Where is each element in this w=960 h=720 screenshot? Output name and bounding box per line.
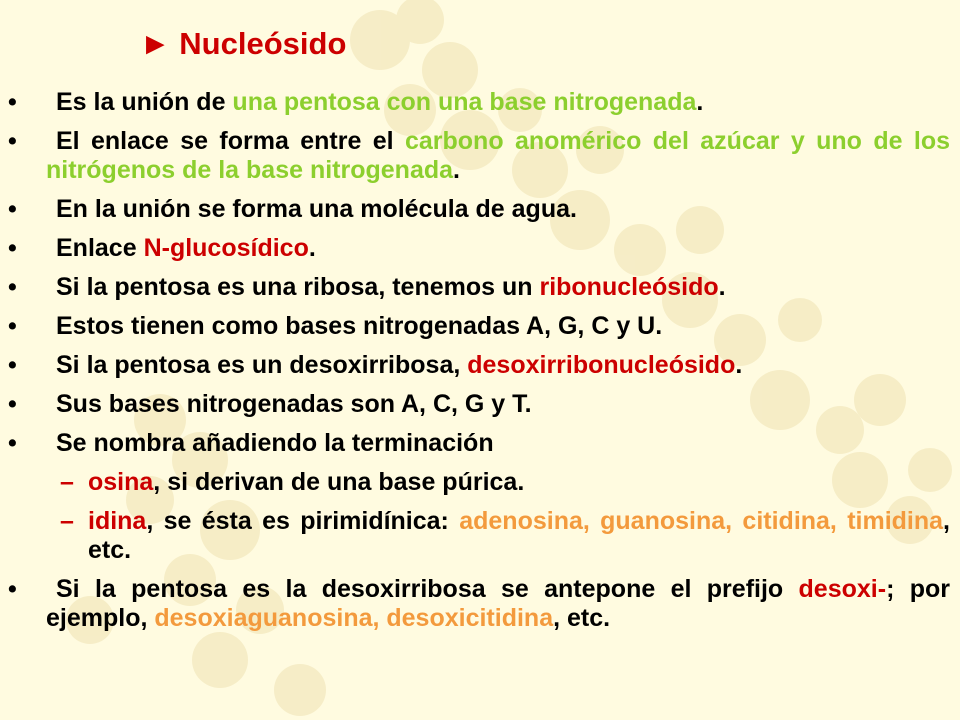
bullet-text: Sus bases nitrogenadas son A, C, G y T. <box>56 390 532 418</box>
bullet-text: . <box>308 234 316 262</box>
bullet-text: . <box>718 273 726 301</box>
bullet-text: Estos tienen como bases nitrogenadas A, G, C y U. <box>56 312 663 340</box>
bullet-text: Es la unión de <box>56 88 233 116</box>
bullet-text: En la unión se forma una molécula de agua. <box>56 195 577 223</box>
bullet-marker: • <box>8 88 17 116</box>
sub-bullet-item <box>0 507 960 565</box>
bullet-text: . <box>735 351 743 379</box>
highlight-text: idina <box>88 507 147 535</box>
slide-title: ► Nucleósido <box>140 26 347 61</box>
highlight-text: ribonucleósido <box>539 273 719 301</box>
highlight-text: adenosina, guanosina, citidina, timidina <box>459 507 944 535</box>
bullet-text: Si la pentosa es una ribosa, tenemos un <box>56 273 540 301</box>
bullet-text: , etc. <box>553 604 611 632</box>
highlight-text: desoxiaguanosina, desoxicitidina <box>154 604 554 632</box>
highlight-text: osina <box>88 468 154 496</box>
bullet-text: . <box>696 88 704 116</box>
bullet-marker: • <box>8 390 17 418</box>
bullet-marker: • <box>8 127 17 155</box>
bullet-marker: • <box>8 234 17 262</box>
bullet-text: ; por ejemplo, <box>46 575 951 632</box>
bullet-list <box>0 88 960 643</box>
sub-bullet-item <box>0 468 960 497</box>
bullet-marker: • <box>8 273 17 301</box>
bullet-text: , etc. <box>88 507 950 564</box>
highlight-text: desoxi- <box>798 575 887 603</box>
bullet-marker: • <box>8 195 17 223</box>
bullet-text: . <box>453 156 460 184</box>
sub-bullet-marker: – <box>60 507 74 535</box>
highlight-text: desoxirribonucleósido <box>467 351 736 379</box>
bullet-text: , si derivan de una base púrica. <box>153 468 525 496</box>
bullet-item <box>0 273 960 302</box>
highlight-text: N-glucosídico <box>143 234 309 262</box>
bullet-marker: • <box>8 429 17 457</box>
bullet-item <box>0 234 960 263</box>
bullet-item <box>0 312 960 341</box>
bullet-text: El enlace se forma entre el <box>56 127 405 155</box>
bullet-marker: • <box>8 312 17 340</box>
bullet-text: Si la pentosa es un desoxirribosa, <box>56 351 468 379</box>
bullet-item <box>0 390 960 419</box>
sub-bullet-marker: – <box>60 468 74 496</box>
bullet-text: Se nombra añadiendo la terminación <box>56 429 494 457</box>
bullet-item <box>0 351 960 380</box>
bullet-text: , se ésta es pirimidínica: <box>146 507 460 535</box>
highlight-text: una pentosa con una base nitrogenada <box>232 88 697 116</box>
bullet-marker: • <box>8 351 17 379</box>
bullet-item <box>0 575 960 633</box>
bullet-marker: • <box>8 575 17 603</box>
bullet-text: Enlace <box>56 234 144 262</box>
bullet-item <box>0 88 960 117</box>
bullet-item <box>0 429 960 458</box>
bullet-text: Si la pentosa es la desoxirribosa se antepone el prefijo <box>56 575 799 603</box>
highlight-text: carbono anomérico del azúcar y uno de los nitrógenos de la base nitrogenada <box>46 127 950 184</box>
bullet-item <box>0 195 960 224</box>
bullet-item <box>0 127 960 185</box>
